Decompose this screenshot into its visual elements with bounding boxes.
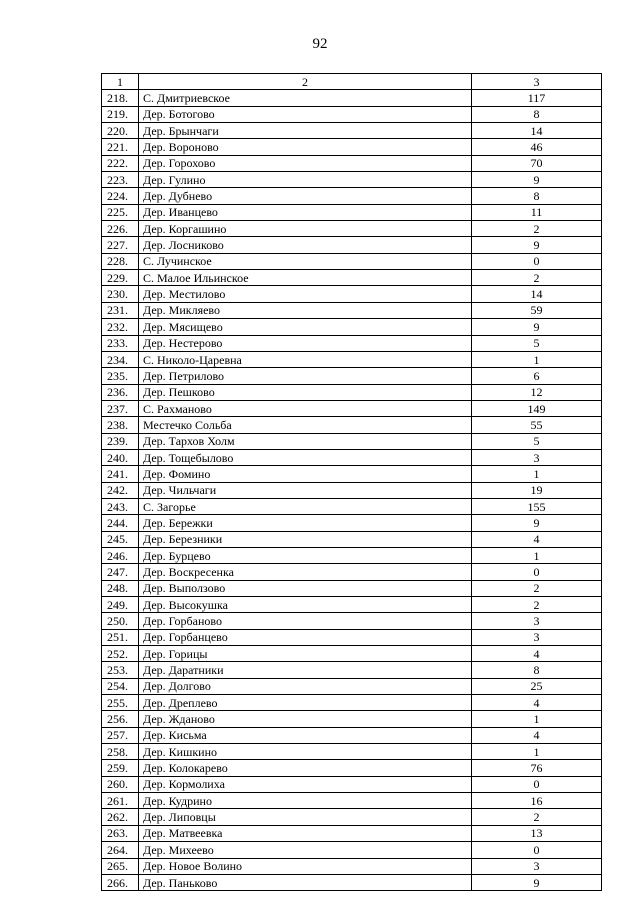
row-number-cell: 223. — [102, 172, 139, 188]
row-number-cell: 248. — [102, 580, 139, 596]
row-number-cell: 222. — [102, 155, 139, 171]
settlement-name-cell: Дер. Брынчаги — [139, 123, 472, 139]
row-number-cell: 236. — [102, 384, 139, 400]
settlement-name-cell: С. Лучинское — [139, 253, 472, 269]
settlement-name-cell: С. Дмитриевское — [139, 90, 472, 106]
settlement-name-cell: Дер. Микляево — [139, 302, 472, 318]
row-number-cell: 253. — [102, 662, 139, 678]
settlement-name-cell: Дер. Кормолиха — [139, 776, 472, 792]
settlement-name-cell: Дер. Горицы — [139, 646, 472, 662]
value-cell: 9 — [472, 237, 602, 253]
settlement-name-cell: Дер. Новое Волино — [139, 858, 472, 874]
row-number-cell: 266. — [102, 874, 139, 890]
table-row — [102, 711, 602, 727]
settlement-name-cell: Дер. Иванцево — [139, 204, 472, 220]
settlement-name-cell: Дер. Михеево — [139, 842, 472, 858]
table-row — [102, 188, 602, 204]
table-row — [102, 662, 602, 678]
table-row — [102, 139, 602, 155]
settlement-name-cell: Дер. Пешково — [139, 384, 472, 400]
table-row — [102, 417, 602, 433]
value-cell: 3 — [472, 629, 602, 645]
value-cell: 5 — [472, 335, 602, 351]
settlement-name-cell: Дер. Воскресенка — [139, 564, 472, 580]
settlement-name-cell: Дер. Лосниково — [139, 237, 472, 253]
settlement-name-cell: Дер. Горбанцево — [139, 629, 472, 645]
value-cell: 3 — [472, 858, 602, 874]
table-row — [102, 335, 602, 351]
value-cell: 8 — [472, 188, 602, 204]
row-number-cell: 230. — [102, 286, 139, 302]
table-row — [102, 466, 602, 482]
value-cell: 149 — [472, 400, 602, 416]
table-row — [102, 842, 602, 858]
value-cell: 14 — [472, 286, 602, 302]
value-cell: 117 — [472, 90, 602, 106]
settlements-table — [101, 73, 602, 891]
settlement-name-cell: Дер. Нестерово — [139, 335, 472, 351]
settlement-name-cell: Дер. Дубнево — [139, 188, 472, 204]
table-row — [102, 695, 602, 711]
table-row — [102, 727, 602, 743]
settlement-name-cell: Дер. Вороново — [139, 139, 472, 155]
value-cell: 9 — [472, 319, 602, 335]
row-number-cell: 256. — [102, 711, 139, 727]
value-cell: 11 — [472, 204, 602, 220]
table-row — [102, 613, 602, 629]
value-cell: 2 — [472, 597, 602, 613]
value-cell: 9 — [472, 172, 602, 188]
row-number-cell: 227. — [102, 237, 139, 253]
value-cell: 1 — [472, 547, 602, 563]
table-row — [102, 221, 602, 237]
value-cell: 8 — [472, 662, 602, 678]
row-number-cell: 251. — [102, 629, 139, 645]
table-row — [102, 531, 602, 547]
table-row — [102, 580, 602, 596]
table-row — [102, 809, 602, 825]
value-cell: 13 — [472, 825, 602, 841]
settlement-name-cell: С. Малое Ильинское — [139, 270, 472, 286]
row-number-cell: 237. — [102, 400, 139, 416]
settlement-name-cell: Дер. Ботогово — [139, 106, 472, 122]
value-cell: 2 — [472, 270, 602, 286]
settlement-name-cell: Дер. Петрилово — [139, 368, 472, 384]
value-cell: 16 — [472, 793, 602, 809]
row-number-cell: 221. — [102, 139, 139, 155]
value-cell: 4 — [472, 695, 602, 711]
row-number-cell: 224. — [102, 188, 139, 204]
value-cell: 1 — [472, 351, 602, 367]
value-cell: 1 — [472, 466, 602, 482]
settlement-name-cell: Дер. Коргашино — [139, 221, 472, 237]
row-number-cell: 245. — [102, 531, 139, 547]
row-number-cell: 259. — [102, 760, 139, 776]
settlement-name-cell: Дер. Гулино — [139, 172, 472, 188]
table-row — [102, 253, 602, 269]
value-cell: 14 — [472, 123, 602, 139]
row-number-cell: 244. — [102, 515, 139, 531]
row-number-cell: 235. — [102, 368, 139, 384]
settlement-name-cell: Дер. Матвеевка — [139, 825, 472, 841]
settlement-name-cell: Дер. Горбаново — [139, 613, 472, 629]
table-row — [102, 204, 602, 220]
row-number-cell: 218. — [102, 90, 139, 106]
row-number-cell: 219. — [102, 106, 139, 122]
table-row — [102, 155, 602, 171]
value-cell: 9 — [472, 515, 602, 531]
settlement-name-cell: Дер. Долгово — [139, 678, 472, 694]
value-cell: 4 — [472, 727, 602, 743]
value-cell: 55 — [472, 417, 602, 433]
row-number-cell: 249. — [102, 597, 139, 613]
row-number-cell: 220. — [102, 123, 139, 139]
settlement-name-cell: Дер. Колокарево — [139, 760, 472, 776]
value-cell: 4 — [472, 531, 602, 547]
row-number-cell: 265. — [102, 858, 139, 874]
settlement-name-cell: Дер. Тощебылово — [139, 449, 472, 465]
column-header: 2 — [139, 74, 472, 90]
table-row — [102, 368, 602, 384]
settlement-name-cell: Дер. Чильчаги — [139, 482, 472, 498]
row-number-cell: 239. — [102, 433, 139, 449]
table-row — [102, 384, 602, 400]
row-number-cell: 226. — [102, 221, 139, 237]
table-row — [102, 106, 602, 122]
row-number-cell: 262. — [102, 809, 139, 825]
row-number-cell: 257. — [102, 727, 139, 743]
row-number-cell: 228. — [102, 253, 139, 269]
column-header: 1 — [102, 74, 139, 90]
settlement-name-cell: С. Загорье — [139, 498, 472, 514]
table-row — [102, 400, 602, 416]
settlement-name-cell: Дер. Березники — [139, 531, 472, 547]
row-number-cell: 258. — [102, 744, 139, 760]
table-body — [102, 74, 602, 891]
table-row — [102, 678, 602, 694]
settlement-name-cell: Дер. Местилово — [139, 286, 472, 302]
row-number-cell: 231. — [102, 302, 139, 318]
value-cell: 46 — [472, 139, 602, 155]
table-row — [102, 776, 602, 792]
value-cell: 25 — [472, 678, 602, 694]
settlement-name-cell: Дер. Бережки — [139, 515, 472, 531]
row-number-cell: 233. — [102, 335, 139, 351]
value-cell: 3 — [472, 613, 602, 629]
row-number-cell: 250. — [102, 613, 139, 629]
value-cell: 6 — [472, 368, 602, 384]
table-row — [102, 760, 602, 776]
value-cell: 0 — [472, 776, 602, 792]
value-cell: 1 — [472, 744, 602, 760]
row-number-cell: 234. — [102, 351, 139, 367]
value-cell: 0 — [472, 842, 602, 858]
settlement-name-cell: Дер. Бурцево — [139, 547, 472, 563]
value-cell: 70 — [472, 155, 602, 171]
row-number-cell: 247. — [102, 564, 139, 580]
table-row — [102, 858, 602, 874]
settlement-name-cell: Дер. Тархов Холм — [139, 433, 472, 449]
table-row — [102, 123, 602, 139]
column-header: 3 — [472, 74, 602, 90]
table-row — [102, 547, 602, 563]
table-row — [102, 449, 602, 465]
value-cell: 2 — [472, 221, 602, 237]
row-number-cell: 229. — [102, 270, 139, 286]
row-number-cell: 260. — [102, 776, 139, 792]
row-number-cell: 241. — [102, 466, 139, 482]
settlement-name-cell: Дер. Дреплево — [139, 695, 472, 711]
settlement-name-cell: Дер. Даратники — [139, 662, 472, 678]
settlement-name-cell: Дер. Кишкино — [139, 744, 472, 760]
settlement-name-cell: С. Николо-Царевна — [139, 351, 472, 367]
settlement-name-cell: Дер. Высокушка — [139, 597, 472, 613]
table-row — [102, 646, 602, 662]
table-row — [102, 433, 602, 449]
table-row — [102, 874, 602, 890]
row-number-cell: 232. — [102, 319, 139, 335]
row-number-cell: 263. — [102, 825, 139, 841]
table-row — [102, 302, 602, 318]
table-row — [102, 172, 602, 188]
row-number-cell: 240. — [102, 449, 139, 465]
table-row — [102, 482, 602, 498]
page-number: 92 — [312, 36, 328, 52]
value-cell: 76 — [472, 760, 602, 776]
row-number-cell: 255. — [102, 695, 139, 711]
table-row — [102, 498, 602, 514]
row-number-cell: 246. — [102, 547, 139, 563]
value-cell: 155 — [472, 498, 602, 514]
table-row — [102, 629, 602, 645]
value-cell: 8 — [472, 106, 602, 122]
settlement-name-cell: Дер. Кудрино — [139, 793, 472, 809]
settlement-name-cell: Дер. Кисьма — [139, 727, 472, 743]
table-row — [102, 286, 602, 302]
settlement-name-cell: Дер. Горохово — [139, 155, 472, 171]
value-cell: 3 — [472, 449, 602, 465]
settlement-name-cell: Дер. Паньково — [139, 874, 472, 890]
table-row — [102, 515, 602, 531]
row-number-cell: 238. — [102, 417, 139, 433]
settlement-name-cell: Дер. Мясищево — [139, 319, 472, 335]
settlement-name-cell: Местечко Сольба — [139, 417, 472, 433]
value-cell: 0 — [472, 253, 602, 269]
table-row — [102, 825, 602, 841]
row-number-cell: 225. — [102, 204, 139, 220]
table-row — [102, 351, 602, 367]
row-number-cell: 252. — [102, 646, 139, 662]
table-row — [102, 90, 602, 106]
value-cell: 2 — [472, 580, 602, 596]
row-number-cell: 242. — [102, 482, 139, 498]
value-cell: 1 — [472, 711, 602, 727]
settlement-name-cell: Дер. Фомино — [139, 466, 472, 482]
value-cell: 4 — [472, 646, 602, 662]
settlement-name-cell: Дер. Жданово — [139, 711, 472, 727]
table-header-row — [102, 74, 602, 90]
table-row — [102, 319, 602, 335]
table-row — [102, 793, 602, 809]
row-number-cell: 264. — [102, 842, 139, 858]
settlement-name-cell: С. Рахманово — [139, 400, 472, 416]
table-row — [102, 597, 602, 613]
value-cell: 0 — [472, 564, 602, 580]
settlement-name-cell: Дер. Липовцы — [139, 809, 472, 825]
value-cell: 12 — [472, 384, 602, 400]
value-cell: 59 — [472, 302, 602, 318]
settlement-name-cell: Дер. Выползово — [139, 580, 472, 596]
row-number-cell: 254. — [102, 678, 139, 694]
value-cell: 5 — [472, 433, 602, 449]
value-cell: 2 — [472, 809, 602, 825]
value-cell: 19 — [472, 482, 602, 498]
row-number-cell: 243. — [102, 498, 139, 514]
table-row — [102, 237, 602, 253]
table-row — [102, 744, 602, 760]
table-row — [102, 270, 602, 286]
table-row — [102, 564, 602, 580]
value-cell: 9 — [472, 874, 602, 890]
row-number-cell: 261. — [102, 793, 139, 809]
